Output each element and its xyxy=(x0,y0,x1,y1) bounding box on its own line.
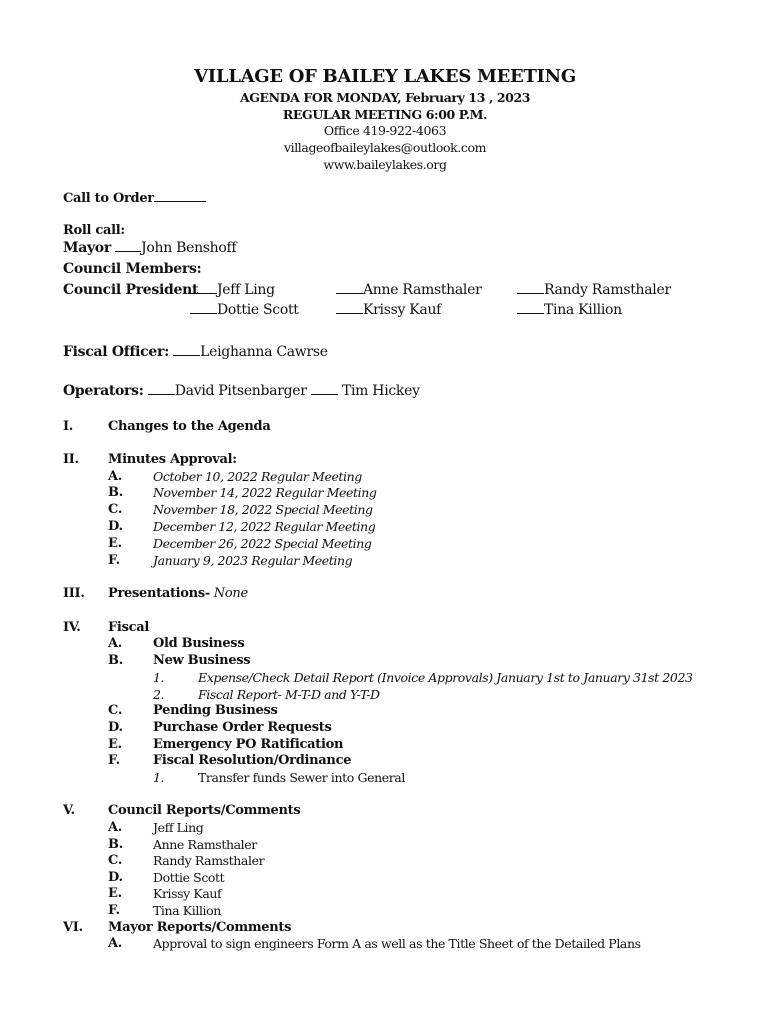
council-report-item: Dottie Scott xyxy=(153,870,225,885)
item-letter: F. xyxy=(108,553,120,568)
item-letter: C. xyxy=(108,853,123,868)
minutes-item: October 10, 2022 Regular Meeting xyxy=(153,469,362,484)
page-title: VILLAGE OF BAILEY LAKES MEETING xyxy=(194,66,576,87)
section-number: VI. xyxy=(63,920,83,935)
item-letter: D. xyxy=(108,519,123,534)
section-title-council-reports: Council Reports/Comments xyxy=(108,803,301,818)
council-president-label: Council President xyxy=(63,282,199,298)
blank-line xyxy=(336,282,363,294)
council-members-label: Council Members: xyxy=(63,261,202,277)
blank-line xyxy=(190,282,217,294)
section-number: V. xyxy=(63,803,75,818)
new-business-sub-item: Expense/Check Detail Report (Invoice Approvals) January 1st to January 31st 2023 xyxy=(198,670,693,685)
council-report-item: Randy Ramsthaler xyxy=(153,853,265,868)
blank-line xyxy=(173,344,200,356)
council-report-item: Tina Killion xyxy=(153,903,221,918)
section-title-fiscal: Fiscal xyxy=(108,620,149,635)
item-letter: E. xyxy=(108,536,122,551)
item-letter: E. xyxy=(108,737,122,752)
fiscal-item: Purchase Order Requests xyxy=(153,720,332,735)
resolution-sub-item: Transfer funds Sewer into General xyxy=(198,770,405,785)
member-dottie-scott: Dottie Scott xyxy=(190,302,299,318)
fiscal-item: New Business xyxy=(153,653,251,668)
section-title-presentations: Presentations- None xyxy=(108,586,248,601)
blank-line xyxy=(311,383,338,395)
fiscal-item: Old Business xyxy=(153,636,245,651)
section-title-minutes: Minutes Approval: xyxy=(108,452,237,467)
sub-item-number: 1. xyxy=(153,670,165,685)
fiscal-item: Pending Business xyxy=(153,703,278,718)
minutes-item: December 26, 2022 Special Meeting xyxy=(153,536,372,551)
fiscal-item: Emergency PO Ratification xyxy=(153,737,344,752)
minutes-item: November 18, 2022 Special Meeting xyxy=(153,502,373,517)
blank-line xyxy=(517,302,544,314)
item-letter: B. xyxy=(108,837,123,852)
minutes-item: December 12, 2022 Regular Meeting xyxy=(153,519,376,534)
blank-line xyxy=(148,383,175,395)
operators-line: Operators: David Pitsenbarger Tim Hickey xyxy=(63,383,420,399)
council-report-item: Krissy Kauf xyxy=(153,886,222,901)
new-business-sub-item: Fiscal Report- M-T-D and Y-T-D xyxy=(198,687,380,702)
item-letter: C. xyxy=(108,703,123,718)
item-letter: F. xyxy=(108,753,120,768)
item-letter: F. xyxy=(108,903,120,918)
fiscal-item: Fiscal Resolution/Ordinance xyxy=(153,753,352,768)
item-letter: B. xyxy=(108,485,123,500)
sub-item-number: 1. xyxy=(153,770,165,785)
member-anne-ramsthaler: Anne Ramsthaler xyxy=(336,282,482,298)
mayor-report-item: Approval to sign engineers Form A as well as the Title Sheet of the Detailed Plans xyxy=(153,936,641,951)
minutes-item: November 14, 2022 Regular Meeting xyxy=(153,485,377,500)
roll-call-label: Roll call: xyxy=(63,223,125,238)
member-krissy-kauf: Krissy Kauf xyxy=(336,302,441,318)
member-randy-ramsthaler: Randy Ramsthaler xyxy=(517,282,671,298)
section-number: II. xyxy=(63,452,79,467)
member-tina-killion: Tina Killion xyxy=(517,302,622,318)
item-letter: C. xyxy=(108,502,123,517)
blank-line xyxy=(517,282,544,294)
item-letter: D. xyxy=(108,720,123,735)
call-to-order: Call to Order xyxy=(63,190,206,206)
section-title-mayor-reports: Mayor Reports/Comments xyxy=(108,920,292,935)
council-report-item: Anne Ramsthaler xyxy=(153,837,257,852)
sub-item-number: 2. xyxy=(153,687,165,702)
section-number: III. xyxy=(63,586,85,601)
minutes-item: January 9, 2023 Regular Meeting xyxy=(153,553,353,568)
section-number: I. xyxy=(63,419,74,434)
item-letter: D. xyxy=(108,870,123,885)
office-phone: Office 419-922-4063 xyxy=(323,123,447,138)
item-letter: A. xyxy=(108,820,123,835)
member-jeff-ling: Jeff Ling xyxy=(190,282,275,298)
website: www.baileylakes.org xyxy=(323,157,447,172)
meeting-time: REGULAR MEETING 6:00 P.M. xyxy=(282,107,488,122)
item-letter: E. xyxy=(108,886,122,901)
agenda-date: AGENDA FOR MONDAY, February 13 , 2023 xyxy=(239,90,531,105)
section-number: IV. xyxy=(63,620,81,635)
item-letter: B. xyxy=(108,653,123,668)
fiscal-officer-line: Fiscal Officer: Leighanna Cawrse xyxy=(63,344,328,360)
item-letter: A. xyxy=(108,936,123,951)
blank-line xyxy=(336,302,363,314)
blank-line xyxy=(154,190,206,202)
section-title-changes: Changes to the Agenda xyxy=(108,419,271,434)
mayor-line: Mayor John Benshoff xyxy=(63,240,237,256)
item-letter: A. xyxy=(108,469,123,484)
item-letter: A. xyxy=(108,636,123,651)
blank-line xyxy=(115,240,141,252)
blank-line xyxy=(190,302,217,314)
email-address: villageofbaileylakes@outlook.com xyxy=(283,140,487,155)
council-report-item: Jeff Ling xyxy=(153,820,204,835)
